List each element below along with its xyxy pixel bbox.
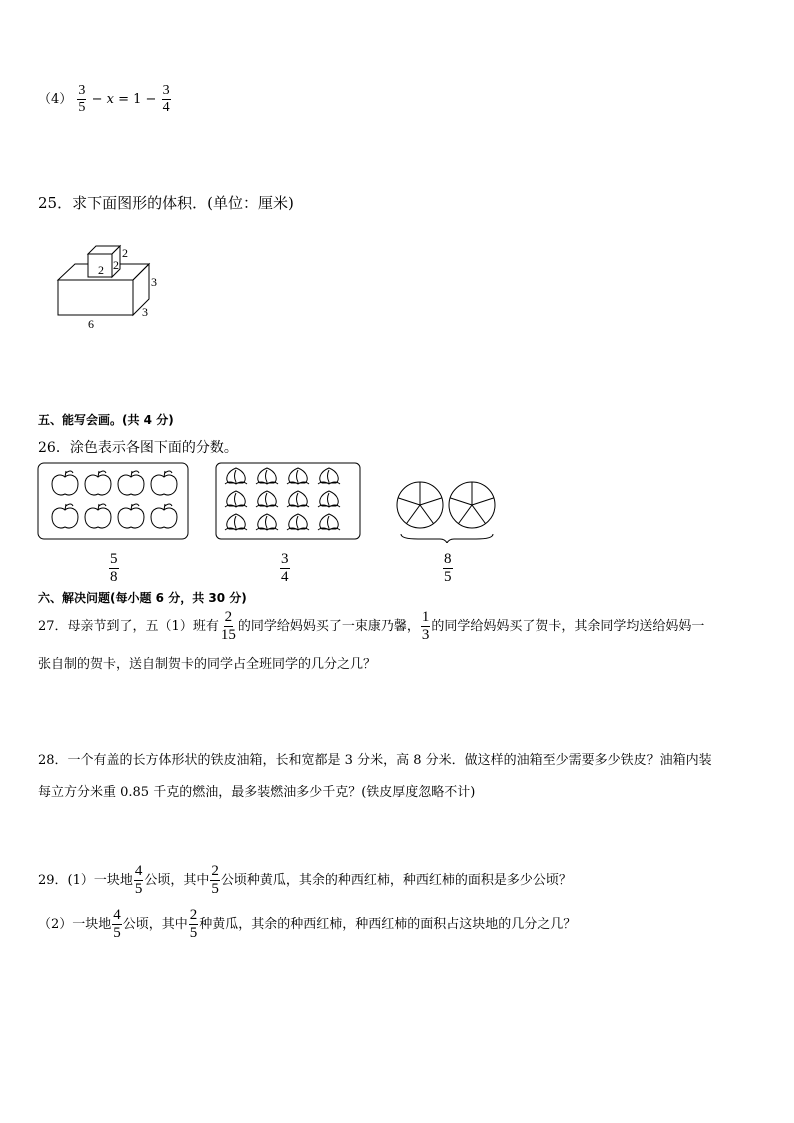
peach-crease <box>235 516 237 528</box>
dim-small-side: 2 <box>113 258 119 272</box>
fraction: $\frac{4}{5}$ <box>113 907 121 941</box>
dim-small-front: 2 <box>98 263 104 277</box>
circle-divider <box>450 498 472 505</box>
variable-x: x <box>106 92 114 107</box>
peach-crease <box>328 470 330 482</box>
equals-part: = 1 − <box>118 92 157 107</box>
q26-text: 26．涂色表示各图下面的分数。 <box>38 440 238 456</box>
fraction: $\frac{3}{4}$ <box>162 83 170 115</box>
circle-divider <box>406 505 420 524</box>
fraction-apples <box>108 552 120 585</box>
dim-big-depth: 3 <box>142 305 148 319</box>
apple-icon <box>52 508 78 528</box>
frac-den: 4 <box>281 569 289 585</box>
fraction-circles <box>442 552 454 585</box>
q29-p2-b: 公顷，其中 <box>122 917 188 932</box>
peach-crease <box>266 493 268 505</box>
q27-part3: 的同学给妈妈买了贺卡，其余同学均送给妈妈一 <box>431 619 705 634</box>
peach-crease <box>297 470 299 482</box>
fraction: $\frac{2}{5}$ <box>189 907 198 941</box>
circle-divider <box>472 498 494 505</box>
apple-icon <box>52 475 78 495</box>
apple-icon <box>118 475 144 495</box>
frac-den: 5 <box>444 569 452 585</box>
q28-line2: 每立方分米重 0.85 千克的燃油，最多装燃油多少千克？(铁皮厚度忽略不计) <box>38 785 476 800</box>
dim-big-height: 3 <box>151 275 157 289</box>
apple-icon <box>151 475 177 495</box>
q29-p1-a: 29．(1）一块地 <box>38 873 133 888</box>
apple-icon <box>118 508 144 528</box>
fraction: $\frac{2}{15}$ <box>220 609 236 643</box>
section-5-title: 五、能写会画。(共 4 分) <box>38 413 174 427</box>
box-figure <box>50 240 170 335</box>
frac-num: 3 <box>281 551 289 567</box>
peaches-box <box>215 462 361 541</box>
peach-crease <box>297 516 299 528</box>
peach-crease <box>328 516 330 528</box>
peach-crease <box>235 470 237 482</box>
q29-part2 <box>38 908 576 942</box>
fraction: $\frac{2}{5}$ <box>211 863 219 897</box>
q29-p2-a: （2）一块地 <box>38 917 112 932</box>
q24-4-equation <box>38 84 172 115</box>
q24-4-label: （4） <box>38 92 73 107</box>
q27-line1 <box>38 610 704 644</box>
frac-num: 5 <box>110 551 118 567</box>
q29-p2-c: 种黄瓜，其余的种西红柿，种西红柿的面积占这块地的几分之几？ <box>199 917 577 932</box>
q27-part2: 的同学给妈妈买了一束康乃馨， <box>237 619 420 634</box>
circle-divider <box>472 505 486 524</box>
peach-crease <box>266 516 268 528</box>
q28-line1: 28．一个有盖的长方体形状的铁皮油箱，长和宽都是 3 分米，高 8 分米．做这样的油箱至少需要多少铁皮？油箱内装 <box>38 753 712 768</box>
apples-box <box>37 462 190 540</box>
q29-p1-b: 公顷，其中 <box>144 873 210 888</box>
peach-crease <box>266 470 268 482</box>
apple-icon <box>151 508 177 528</box>
peach-crease <box>297 493 299 505</box>
circle-divider <box>398 498 420 505</box>
dim-big-length: 6 <box>88 317 94 331</box>
circle-divider <box>420 505 434 524</box>
apple-icon <box>85 475 111 495</box>
peach-crease <box>235 493 237 505</box>
peach-crease <box>328 493 330 505</box>
dim-small-top: 2 <box>122 246 128 260</box>
minus-sign: − <box>91 92 103 107</box>
circle-divider <box>458 505 472 524</box>
circle-divider <box>420 498 442 505</box>
q27-line2: 张自制的贺卡，送自制贺卡的同学占全班同学的几分之几？ <box>38 657 377 672</box>
q27-part1: 27．母亲节到了，五（1）班有 <box>38 619 219 634</box>
fraction: $\frac{4}{5}$ <box>134 863 143 897</box>
section-6-title: 六、解决问题(每小题 6 分，共 30 分) <box>38 591 247 605</box>
q25-text: 25．求下面图形的体积．(单位：厘米) <box>38 194 294 212</box>
fraction: $\frac{3}{5}$ <box>78 83 86 115</box>
q29-part1 <box>38 864 572 898</box>
q29-p1-c: 公顷种黄瓜，其余的种西红柿，种西红柿的面积是多少公顷？ <box>220 873 572 888</box>
frac-den: 8 <box>110 569 118 585</box>
fraction: $\frac{1}{3}$ <box>421 609 430 643</box>
circles-figure <box>393 478 501 543</box>
fraction-peaches <box>279 552 291 585</box>
frac-num: 8 <box>444 551 452 567</box>
apple-icon <box>85 508 111 528</box>
